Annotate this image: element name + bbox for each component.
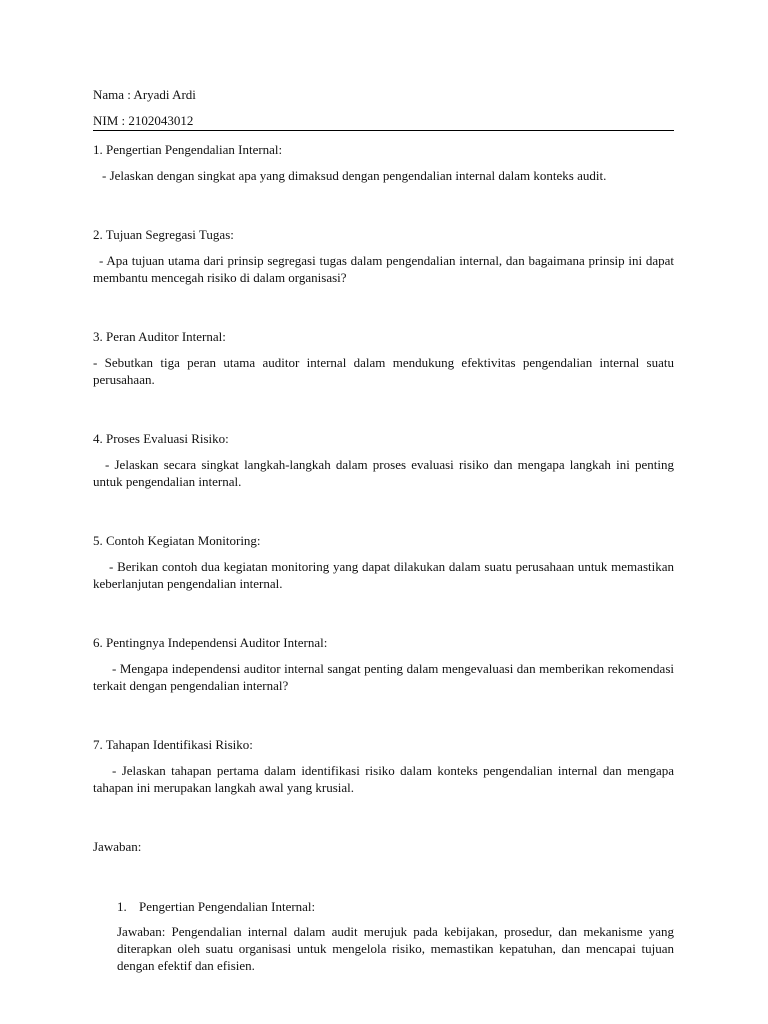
question-2 <box>93 226 674 286</box>
answer-title-text: Pengertian Pengendalian Internal: <box>139 899 316 914</box>
header-divider <box>93 130 674 131</box>
question-title: 2. Tujuan Segregasi Tugas: <box>93 227 234 242</box>
question-6 <box>93 634 674 694</box>
answers-heading: Jawaban: <box>93 839 142 854</box>
question-title: 1. Pengertian Pengendalian Internal: <box>93 142 283 157</box>
question-text: - Berikan contoh dua kegiatan monitoring yang dapat dilakukan dalam suatu perusahaan untuk memastikan keberlanjutan pengendalian internal. <box>93 559 674 591</box>
answer-1 <box>117 898 674 974</box>
question-3 <box>93 328 674 388</box>
answer-number: 1. <box>117 899 127 914</box>
question-title: 7. Tahapan Identifikasi Risiko: <box>93 737 253 752</box>
question-text: - Jelaskan tahapan pertama dalam identifikasi risiko dalam konteks pengendalian internal dan mengapa tahapan ini merupakan langkah awal yang krusial. <box>93 763 674 795</box>
answer-text: Jawaban: Pengendalian internal dalam audit merujuk pada kebijakan, prosedur, dan mekanisme yang diterapkan oleh suatu organisasi untuk mengelola risiko, memastikan kepatuhan, dan mencapai tujuan dengan efektif dan efisien. <box>117 924 674 973</box>
question-1 <box>93 141 674 184</box>
answer-title <box>117 898 674 915</box>
question-text: - Mengapa independensi auditor internal sangat penting dalam mengevaluasi dan memberikan rekomendasi terkait dengan pengendalian internal? <box>93 661 674 693</box>
question-4 <box>93 430 674 490</box>
document-content <box>93 86 674 974</box>
student-name: Nama : Aryadi Ardi <box>93 87 196 102</box>
question-5 <box>93 532 674 592</box>
question-text: - Jelaskan secara singkat langkah-langkah dalam proses evaluasi risiko dan mengapa langkah ini penting untuk pengendalian internal. <box>93 457 674 489</box>
student-nim: NIM : 2102043012 <box>93 113 194 128</box>
question-title: 3. Peran Auditor Internal: <box>93 329 226 344</box>
question-title: 5. Contoh Kegiatan Monitoring: <box>93 533 261 548</box>
question-title: 4. Proses Evaluasi Risiko: <box>93 431 229 446</box>
question-7 <box>93 736 674 796</box>
question-text: - Apa tujuan utama dari prinsip segregasi tugas dalam pengendalian internal, dan bagaimana prinsip ini dapat membantu mencegah risiko di dalam organisasi? <box>93 253 674 285</box>
question-text: - Sebutkan tiga peran utama auditor internal dalam mendukung efektivitas pengendalian internal suatu perusahaan. <box>93 355 674 387</box>
question-title: 6. Pentingnya Independensi Auditor Internal: <box>93 635 328 650</box>
question-text: - Jelaskan dengan singkat apa yang dimaksud dengan pengendalian internal dalam konteks audit. <box>102 168 607 183</box>
